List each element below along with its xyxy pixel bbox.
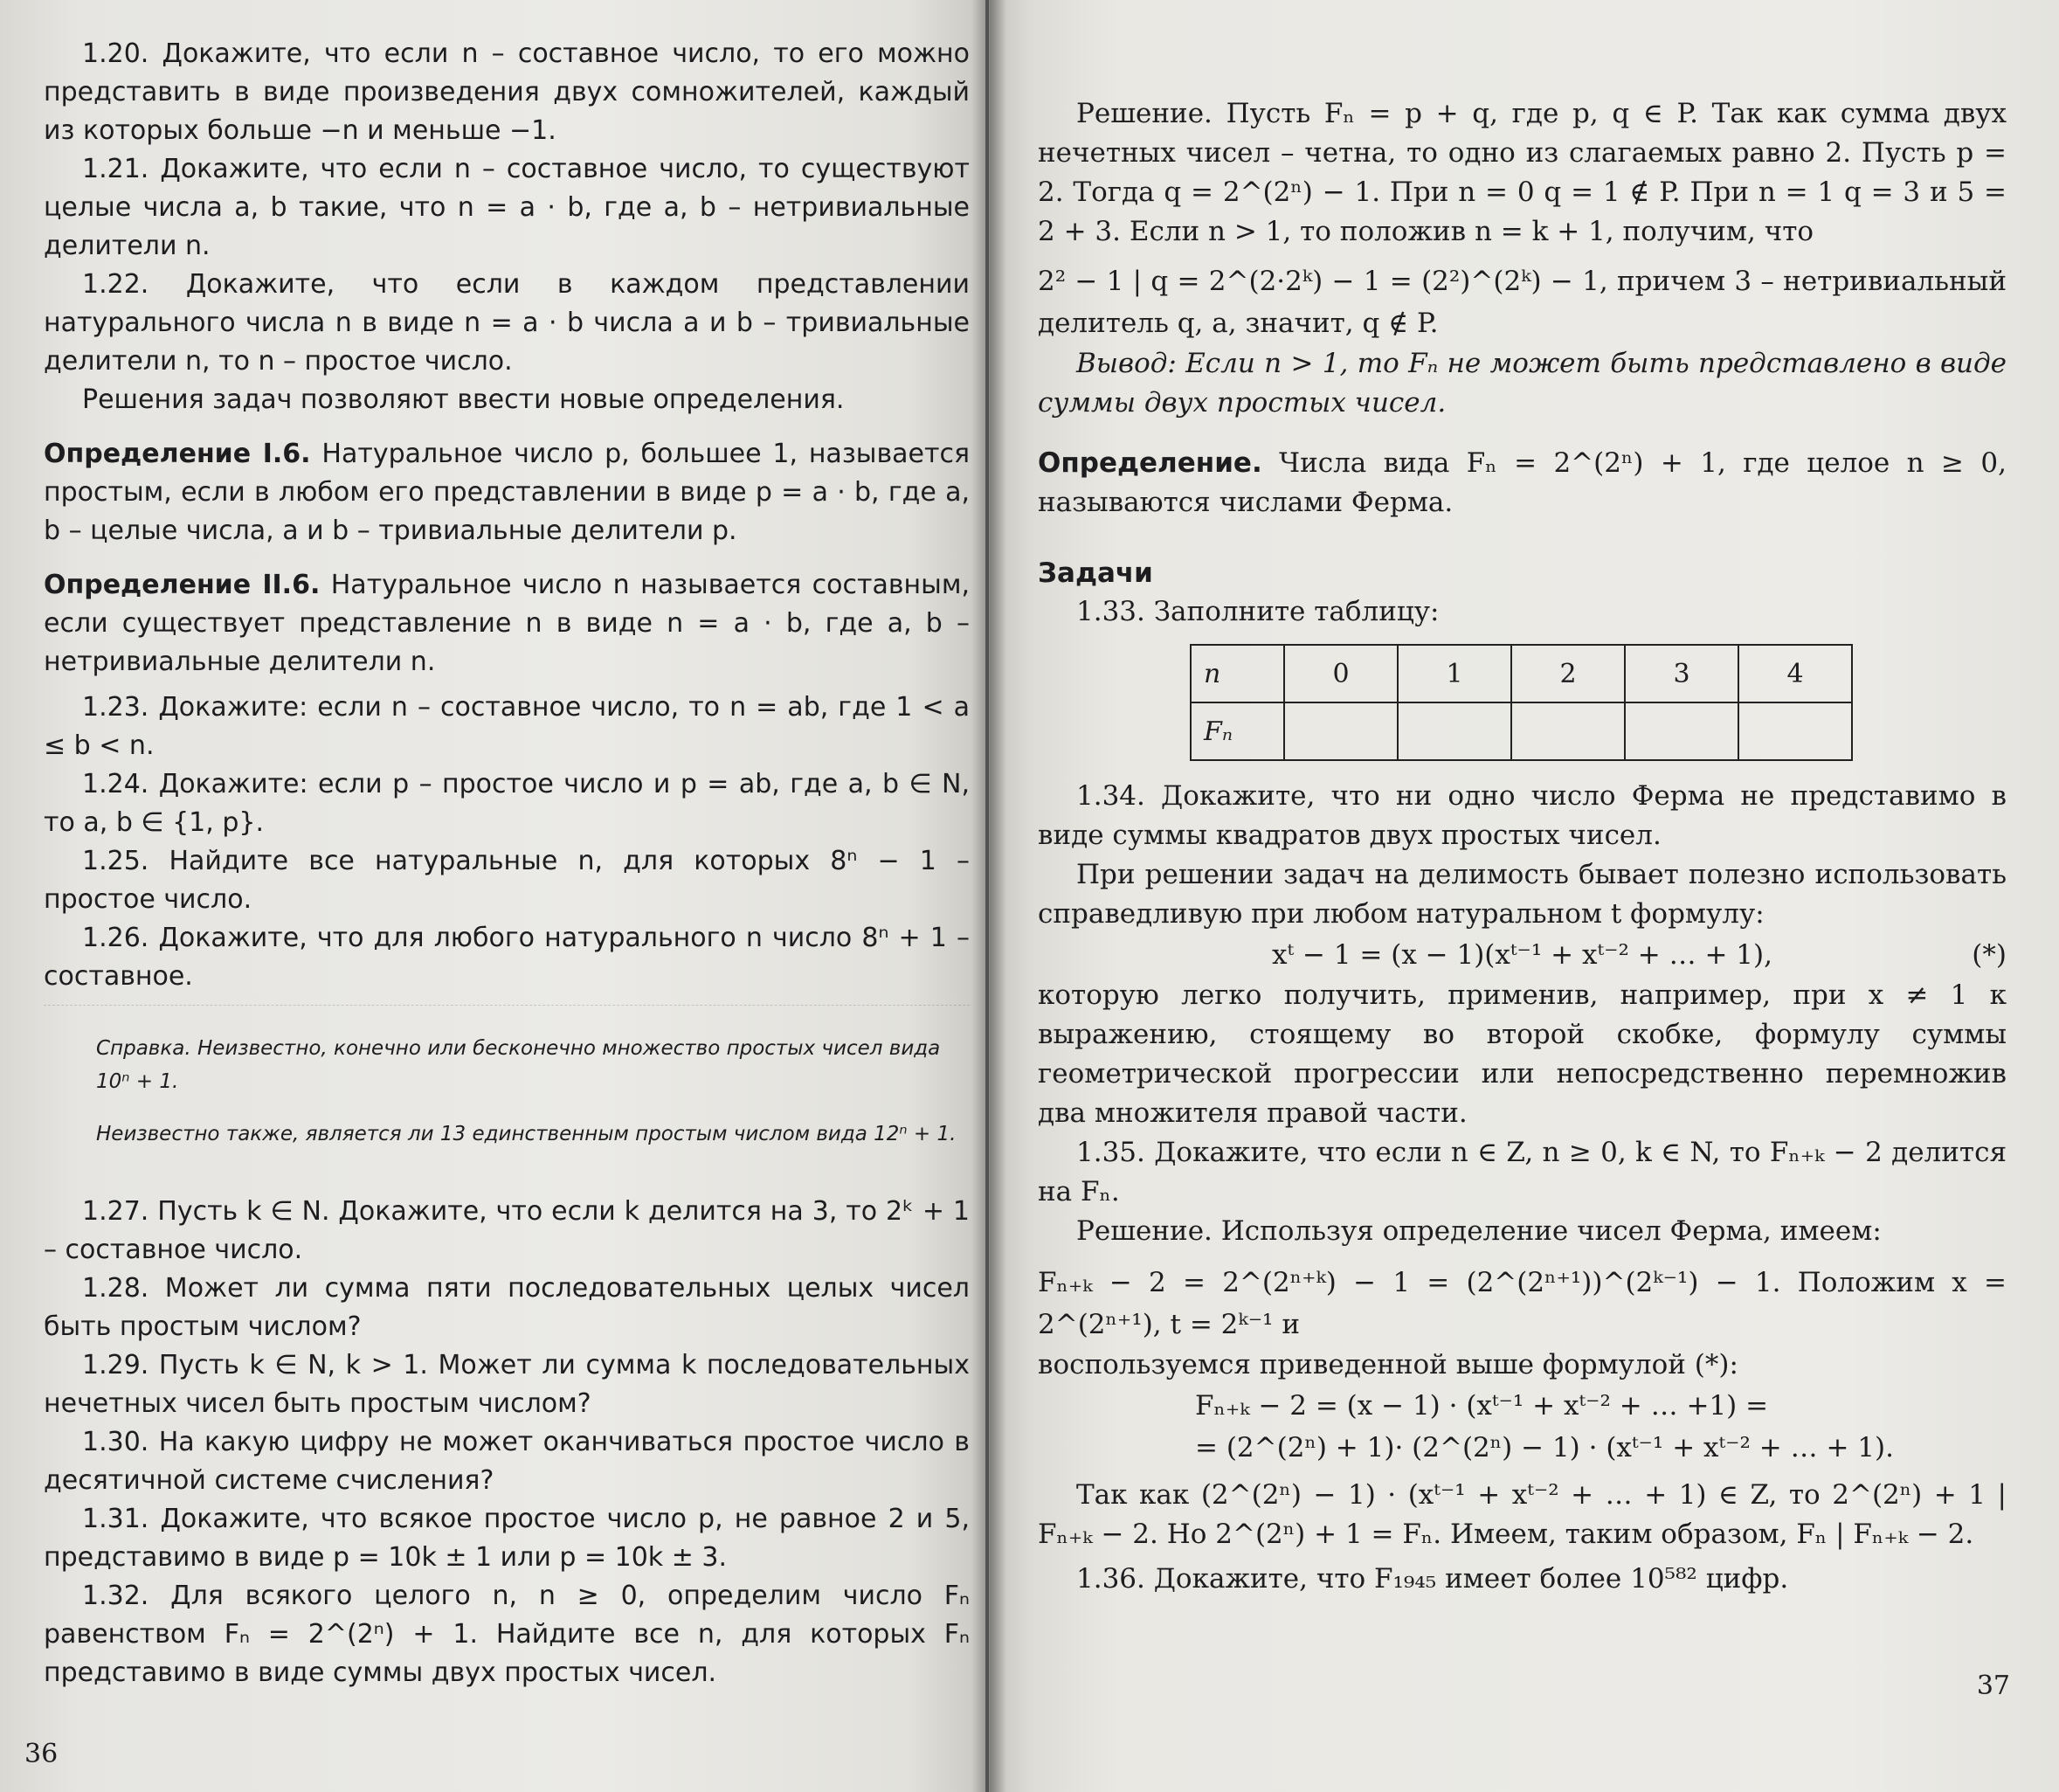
table-cell: 1: [1398, 645, 1511, 702]
task-1-31: 1.31. Докажите, что всякое простое число p, не равное 2 и 5, представимо в виде p = 10k ± 1 или p = 10k ± 3.: [44, 1504, 970, 1573]
formula-star-tag: (*): [1972, 939, 2007, 971]
task-1-24: 1.24. Докажите: если p – простое число и p = ab, где a, b ∈ N, то a, b ∈ {1, p}.: [44, 769, 970, 838]
task-1-34: 1.34. Докажите, что ни одно число Ферма не представимо в виде суммы квадратов двух простых чисел.: [1038, 780, 2007, 851]
task-1-35: 1.35. Докажите, что если n ∈ Z, n ≥ 0, k ∈ N, то Fₙ₊ₖ − 2 делится на Fₙ.: [1038, 1137, 2007, 1207]
solution-1-35-line-2: = (2^(2ⁿ) + 1)· (2^(2ⁿ) − 1) · (xᵗ⁻¹ + xᵗ⁻² + … + 1).: [1195, 1432, 1894, 1463]
task-1-36: 1.36. Докажите, что F₁₉₄₅ имеет более 10⁵⁸² цифр.: [1076, 1563, 1789, 1595]
definition-II-6: [44, 566, 970, 682]
table-cell: 2: [1511, 645, 1625, 702]
task-1-23: 1.23. Докажите: если n – составное число, то n = ab, где 1 < a ≤ b < n.: [44, 692, 970, 761]
task-1-27: 1.27. Пусть k ∈ N. Докажите, что если k делится на 3, то 2ᵏ + 1 – составное число.: [44, 1196, 970, 1265]
table-cell: 4: [1738, 645, 1852, 702]
task-1-33: 1.33. Заполните таблицу:: [1076, 596, 1440, 627]
formula-star: [1038, 934, 2007, 976]
definition-I-6: [44, 435, 970, 550]
intro-definitions: Решения задач позволяют ввести новые определения.: [82, 384, 845, 415]
table-cell: 0: [1284, 645, 1398, 702]
table-cell: [1284, 702, 1398, 760]
task-1-26: 1.26. Докажите, что для любого натурального n число 8ⁿ + 1 – составное.: [44, 923, 970, 992]
task-1-22: 1.22. Докажите, что если в каждом представлении натурального числа n в виде n = a · b числа a и b – тривиальные делители n, то n – простое число.: [44, 269, 970, 377]
task-1-32: 1.32. Для всякого целого n, n ≥ 0, определим число Fₙ равенством Fₙ = 2^(2ⁿ) + 1. Найдите все n, для которых Fₙ представимо в виде суммы двух простых чисел.: [44, 1581, 970, 1688]
solution-1-32-formula: 2² − 1 | q = 2^(2·2ᵏ) − 1 = (2²)^(2ᵏ) − 1, причем 3 – нетривиальный делитель q, а, значит, q ∉ P.: [1038, 266, 2007, 339]
table-row: [1191, 702, 1852, 760]
table-cell: [1398, 702, 1511, 760]
fermat-table: [1190, 644, 1853, 761]
task-1-28: 1.28. Может ли сумма пяти последовательных целых чисел быть простым числом?: [44, 1273, 970, 1342]
reference-note: [44, 1005, 970, 1151]
definition-I-6-head: Определение I.6.: [44, 439, 311, 469]
solution-1-35-intro: Решение. Используя определение чисел Ферма, имеем:: [1076, 1215, 1882, 1247]
right-page: [989, 0, 2059, 1792]
table-cell: n: [1191, 645, 1284, 702]
tasks-heading: Задачи: [1038, 557, 1153, 589]
definition-fermat-head: Определение.: [1038, 447, 1262, 479]
solution-1-35-line-1: Fₙ₊ₖ − 2 = (x − 1) · (xᵗ⁻¹ + xᵗ⁻² + … +1) =: [1195, 1390, 1769, 1422]
task-1-29: 1.29. Пусть k ∈ N, k > 1. Может ли сумма k последовательных нечетных чисел быть простым числом?: [44, 1350, 970, 1419]
solution-1-35-use: воспользуемся приведенной выше формулой (*):: [1038, 1349, 1738, 1380]
solution-1-35-formula: Fₙ₊ₖ − 2 = 2^(2ⁿ⁺ᵏ) − 1 = (2^(2ⁿ⁺¹))^(2ᵏ⁻¹) − 1. Положим x = 2^(2ⁿ⁺¹), t = 2ᵏ⁻¹ и: [1038, 1267, 2007, 1340]
reference-note-line-2: Неизвестно также, является ли 13 единственным простым числом вида 12ⁿ + 1.: [96, 1123, 957, 1145]
task-1-20: 1.20. Докажите, что если n – составное число, то его можно представить в виде произведения двух сомножителей, каждый из которых больше −n и меньше −1.: [44, 38, 970, 146]
task-1-21: 1.21. Докажите, что если n – составное число, то существуют целые числа a, b такие, что n = a · b, где a, b – нетривиальные делители n.: [44, 154, 970, 261]
page-number-right: 37: [1976, 1671, 2010, 1701]
table-cell: [1511, 702, 1625, 760]
definition-fermat: [1038, 444, 2007, 522]
table-row: [1191, 645, 1852, 702]
page-number-left: 36: [24, 1739, 59, 1769]
table-cell: [1625, 702, 1738, 760]
solution-1-32: Решение. Пусть Fₙ = p + q, где p, q ∈ P. Так как сумма двух нечетных чисел – четна, то одно из слагаемых равно 2. Пусть p = 2. Тогда q = 2^(2ⁿ) − 1. При n = 0 q = 1 ∉ P. При n = 1 q = 3 и 5 = 2 + 3. Если n > 1, то положив n = k + 1, получим, что: [1038, 98, 2007, 247]
task-1-30: 1.30. На какую цифру не может оканчиваться простое число в десятичной системе счисления?: [44, 1427, 970, 1496]
definition-I-6-text: Натуральное число p, большее 1, называется простым, если в любом его представлении в виде p = a · b, где a, b – целые числа, a и b – тривиальные делители p.: [44, 439, 970, 546]
definition-II-6-text: Натуральное число n называется составным, если существует представление n в виде n = a · b, где a, b – нетривиальные делители n.: [44, 570, 970, 677]
table-cell: 3: [1625, 645, 1738, 702]
table-cell: Fₙ: [1191, 702, 1284, 760]
intro-formula: При решении задач на делимость бывает полезно использовать справедливую при любом натуральном t формулу:: [1038, 859, 2007, 930]
reference-note-line-1: Справка. Неизвестно, конечно или бесконечно множество простых чисел вида 10ⁿ + 1.: [96, 1037, 941, 1093]
conclusion: Вывод: Если n > 1, то Fₙ не может быть представлено в виде суммы двух простых чисел.: [1038, 348, 2007, 419]
left-page: [0, 0, 985, 1792]
formula-star-expression: xᵗ − 1 = (x − 1)(xᵗ⁻¹ + xᵗ⁻² + … + 1),: [1272, 939, 1772, 971]
after-formula: которую легко получить, применив, например, при x ≠ 1 к выражению, стоящему во второй скобке, формулу суммы геометрической прогрессии или непосредственно перемножив два множителя правой части.: [1038, 979, 2007, 1129]
definition-fermat-text: Числа вида Fₙ = 2^(2ⁿ) + 1, где целое n ≥ 0, называются числами Ферма.: [1038, 447, 2007, 518]
table-cell: [1738, 702, 1852, 760]
solution-1-35-end: Так как (2^(2ⁿ) − 1) · (xᵗ⁻¹ + xᵗ⁻² + … + 1) ∈ Z, то 2^(2ⁿ) + 1 | Fₙ₊ₖ − 2. Но 2^(2ⁿ) + 1 = Fₙ. Имеем, таким образом, Fₙ | Fₙ₊ₖ − 2.: [1038, 1479, 2007, 1550]
task-1-25: 1.25. Найдите все натуральные n, для которых 8ⁿ − 1 – простое число.: [44, 846, 970, 915]
definition-II-6-head: Определение II.6.: [44, 570, 321, 600]
